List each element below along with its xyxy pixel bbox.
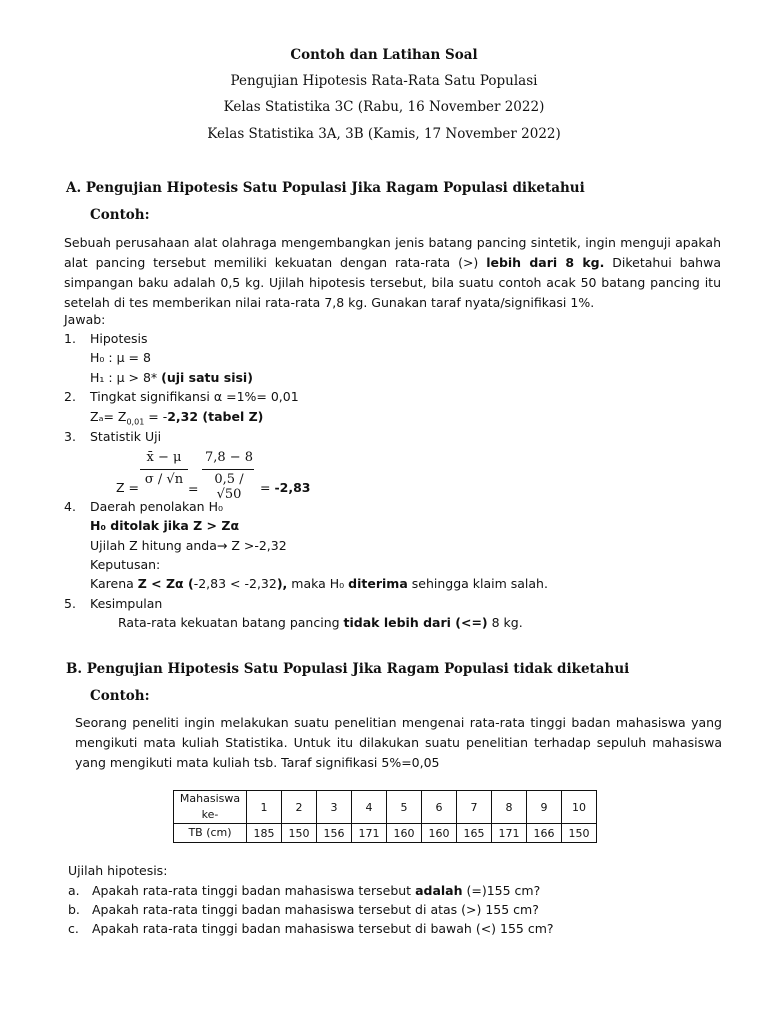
h1-text: H₁ : μ > 8* <box>90 370 162 385</box>
decision-part-2: Z < Zα ( <box>137 576 194 591</box>
problem-bold: lebih dari 8 kg. <box>486 255 605 270</box>
problem-text-2: Diketahui bahwa simpangan baku adalah 0,5 kg. Ujilah hipotesis tersebut, bila suatu contoh acak 50 batang pancing itu setelah di tes memberikan nilai rata-rata 7,8 kg. Gunakan taraf nyata/signifikasi 1%. <box>64 255 721 310</box>
table-cell: 160 <box>387 824 422 843</box>
z-alpha-eq: = - <box>144 409 168 424</box>
keputusan-label: Keputusan: <box>90 557 161 572</box>
table-cell: 171 <box>492 824 527 843</box>
decision-part-3: -2,83 < -2,32 <box>193 576 277 591</box>
section-a-title: A. Pengujian Hipotesis Satu Populasi Jika Ragam Populasi diketahui <box>66 180 585 196</box>
ujilah-label: Ujilah hipotesis: <box>68 863 168 878</box>
check-z: Ujilah Z hitung anda→ Z >-2,32 <box>90 538 287 553</box>
table-header-row <box>174 791 597 824</box>
step-5-title: Kesimpulan <box>90 596 163 611</box>
decision-part-1: Karena <box>90 576 138 591</box>
question-a <box>92 883 540 898</box>
problem-text-1: Sebuah perusahaan alat olahraga mengembangkan jenis batang pancing sintetik, ingin menguji apakah alat pancing tersebut memiliki kekuatan dengan rata-rata (>) <box>64 235 721 270</box>
question-a-bold: adalah <box>415 883 463 898</box>
doc-subtitle: Pengujian Hipotesis Rata-Rata Satu Populasi <box>230 73 538 89</box>
table-col-header: 5 <box>387 791 422 824</box>
formula-value-bar <box>202 469 254 470</box>
decision-part-4: ), <box>276 576 288 591</box>
table-col-header: 3 <box>317 791 352 824</box>
conclusion-bold: tidak lebih dari (<=) <box>343 615 488 630</box>
question-c-number: c. <box>68 921 79 936</box>
rejection-rule: H₀ ditolak jika Z > Zα <box>90 518 240 533</box>
question-b: Apakah rata-rata tinggi badan mahasiswa tersebut di atas (>) 155 cm? <box>92 902 539 917</box>
question-a-number: a. <box>68 883 80 898</box>
conclusion-part-1: Rata-rata kekuatan batang pancing <box>118 615 344 630</box>
table-header-label: Mahasiswa ke- <box>174 791 247 824</box>
table-col-header: 7 <box>457 791 492 824</box>
step-2-number: 2. <box>64 389 76 404</box>
doc-class-3c: Kelas Statistika 3C (Rabu, 16 November 2022) <box>223 99 545 115</box>
formula-denominator: σ / √n <box>144 472 184 487</box>
table-cell: 150 <box>282 824 317 843</box>
step-1-title: Hipotesis <box>90 331 148 346</box>
z-alpha-label: Zₐ= Z <box>90 409 127 424</box>
table-cell: 165 <box>457 824 492 843</box>
decision-part-6: diterima <box>348 576 408 591</box>
step-4-number: 4. <box>64 499 76 514</box>
hypothesis-h1 <box>90 370 253 385</box>
section-b-contoh: Contoh: <box>90 688 150 704</box>
section-a-problem <box>64 233 721 313</box>
z-alpha-value: 2,32 (tabel Z) <box>167 409 264 424</box>
table-cell: 166 <box>527 824 562 843</box>
table-col-header: 6 <box>422 791 457 824</box>
step-1-number: 1. <box>64 331 76 346</box>
formula-fraction-bar <box>140 469 188 470</box>
question-b-number: b. <box>68 902 80 917</box>
height-data-table <box>173 790 597 843</box>
h1-note: (uji satu sisi) <box>161 370 253 385</box>
table-col-header: 10 <box>562 791 597 824</box>
step-4-title: Daerah penolakan H₀ <box>90 499 223 514</box>
z-value: -2,83 <box>274 480 311 495</box>
conclusion-text <box>118 615 523 630</box>
table-row-label: TB (cm) <box>174 824 247 843</box>
hypothesis-h0: H₀ : μ = 8 <box>90 350 151 365</box>
question-a-end: (=)155 cm? <box>462 883 541 898</box>
formula-value-denominator: 0,5 / √50 <box>214 472 244 502</box>
table-cell: 171 <box>352 824 387 843</box>
doc-class-3ab: Kelas Statistika 3A, 3B (Kamis, 17 November 2022) <box>207 126 561 142</box>
jawab-label: Jawab: <box>64 312 106 327</box>
table-cell: 160 <box>422 824 457 843</box>
table-cell: 185 <box>247 824 282 843</box>
table-col-header: 4 <box>352 791 387 824</box>
formula-result <box>260 480 310 495</box>
z-alpha-sub: 0,01 <box>126 417 145 427</box>
question-a-text: Apakah rata-rata tinggi badan mahasiswa tersebut <box>92 883 416 898</box>
step-2-text: Tingkat signifikansi α =1%= 0,01 <box>90 389 299 404</box>
formula-equals-2: = <box>260 480 275 495</box>
question-c: Apakah rata-rata tinggi badan mahasiswa tersebut di bawah (<) 155 cm? <box>92 921 554 936</box>
decision-text <box>90 576 548 591</box>
z-alpha-line <box>90 409 263 427</box>
table-col-header: 8 <box>492 791 527 824</box>
decision-part-5: maka H₀ <box>287 576 349 591</box>
section-b-title: B. Pengujian Hipotesis Satu Populasi Jika Ragam Populasi tidak diketahui <box>66 661 630 677</box>
z-formula-label: Z = <box>116 480 140 495</box>
section-a-contoh: Contoh: <box>90 207 150 223</box>
table-col-header: 1 <box>247 791 282 824</box>
table-cell: 150 <box>562 824 597 843</box>
table-col-header: 2 <box>282 791 317 824</box>
doc-title: Contoh dan Latihan Soal <box>290 47 478 63</box>
table-col-header: 9 <box>527 791 562 824</box>
decision-part-7: sehingga klaim salah. <box>407 576 548 591</box>
formula-value-numerator: 7,8 − 8 <box>204 450 254 465</box>
step-5-number: 5. <box>64 596 76 611</box>
formula-numerator: x̄ − μ <box>146 450 182 465</box>
step-3-title: Statistik Uji <box>90 429 162 444</box>
section-b-problem: Seorang peneliti ingin melakukan suatu penelitian mengenai rata-rata tinggi badan mahasiswa yang mengikuti mata kuliah Statistika. Untuk itu dilakukan suatu penelitian terhadap sepuluh mahasiswa yang mengikuti mata kuliah tsb. Taraf signifikasi 5%=0,05 <box>75 715 722 770</box>
conclusion-part-2: 8 kg. <box>487 615 523 630</box>
table-row <box>174 824 597 843</box>
step-3-number: 3. <box>64 429 76 444</box>
formula-equals-1: = <box>188 481 199 496</box>
table-cell: 156 <box>317 824 352 843</box>
